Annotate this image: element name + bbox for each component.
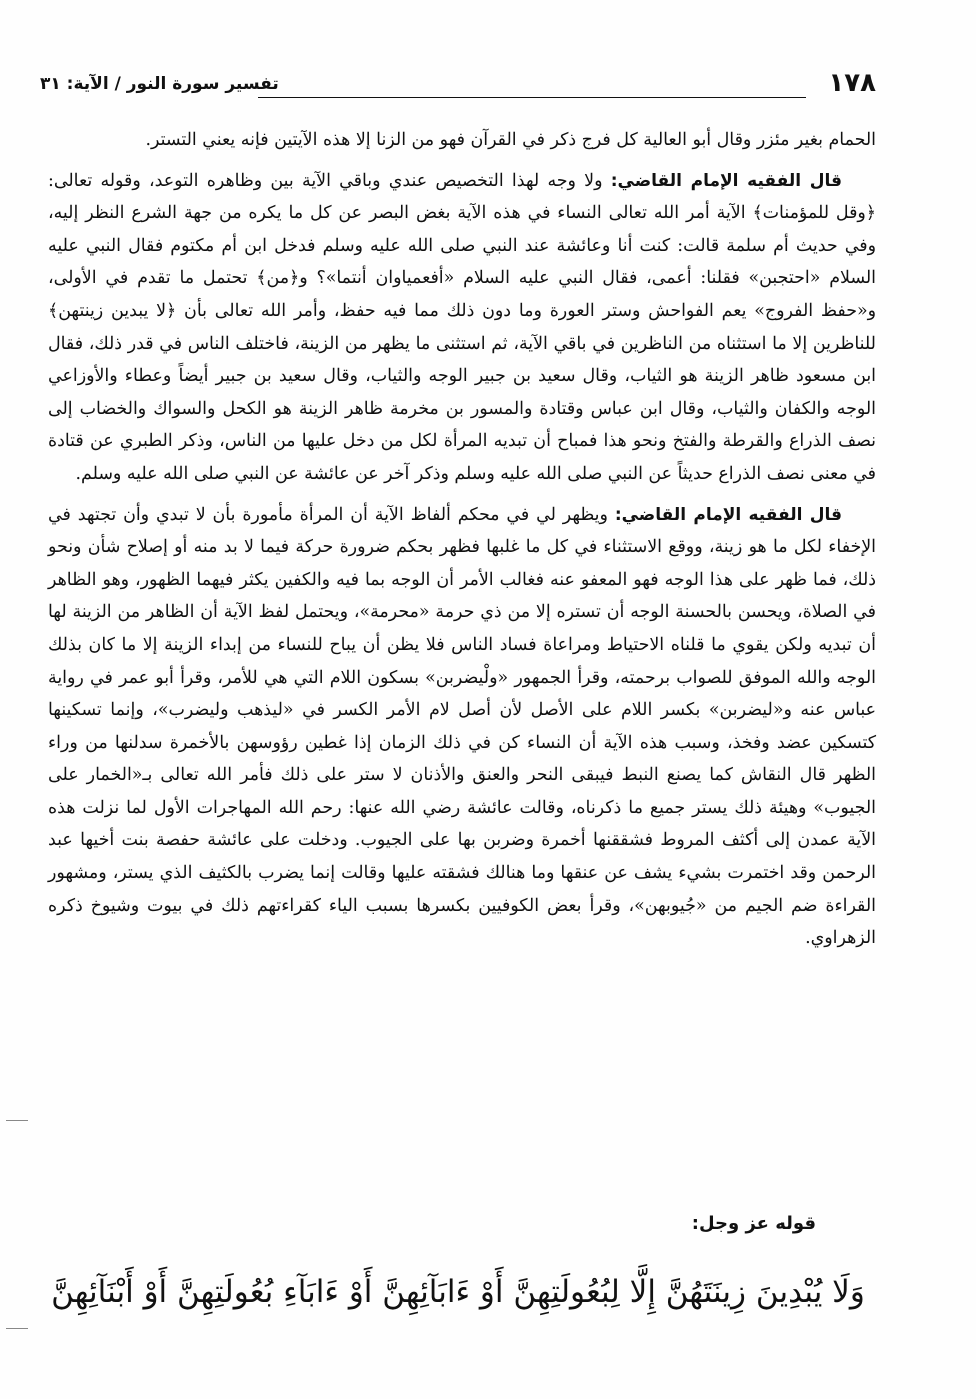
paragraph-text: الحمام بغير مئزر وقال أبو العالية كل فرج ذكر في القرآن فهو من الزنا إلا هذه الآيتين فإنه يعني التستر. [145, 130, 876, 150]
paragraph-3 [48, 499, 876, 955]
commentary-body [48, 124, 876, 963]
paragraph-text: ويظهر لي في محكم ألفاظ الآية أن المرأة مأمورة بأن لا تبدي وأن تجتهد في الإخفاء لكل ما هو زينة، ووقع الاستثناء في كل ما غلبها فظهر بحكم ضرورة حركة فيما لا بد منه أو إصلاح شأن ونحو ذلك، فما ظهر على هذا الوجه فهو المعفو عنه فغالب الأمر أن الوجه بما فيه والكفين يكثر فيهما الظهور، وهو الظاهر في الصلاة، ويحسن بالحسنة الوجه أن تستره إلا من ذي حرمة «محرمة»، ويحتمل لفظ الآية أن الظاهر من الزينة لها أن تبديه ولكن يقوي ما قلناه الاحتياط ومراعاة فساد الناس فلا يظن أن يباح للنساء من إبداء الزينة إلا ما كان بذلك الوجه والله الموفق للصواب برحمته، وقرأ الجمهور «ولْيضربن» بسكون اللام التي هي للأمر، وقرأ أبو عمر في رواية عباس عنه و«ليضربن» بكسر اللام على الأصل لأن أصل لام الأمر الكسر في «ليذهب وليضرب»، وإنما تسكينها كتسكين عضد وفخذ، وسبب هذه الآية أن النساء كن في ذلك الزمان إذا غطين رؤوسهن بالأخمرة سدلنها من وراء الظهر قال النقاش كما يصنع النبط فيبقى النحر والعنق والأذنان لا ستر على ذلك فأمر الله تعالى بـ«الخمار على الجيوب» وهيئة ذلك يستر جميع ما ذكرناه، وقالت عائشة رضي الله عنها: رحم الله المهاجرات الأول لما نزلت هذه الآية عمدن إلى أكثف المروط فشققنها أخمرة وضربن بها على الجيوب. ودخلت على عائشة حفصة بنت أخيها عبد الرحمن وقد اختمرت بشيء يشف عن عنقها وما هنالك فشقته عليها وقالت إنما يضرب بالكثيف الذي يستر، ومشهور القراءة ضم الجيم من «جُيوبهن»، وقرأ بعض الكوفيين بكسرها بسبب الياء كقراءتهم ذلك في بيوت وشيوخ ذكره الزهراوي. [48, 504, 876, 949]
quran-verse: وَلَا يُبْدِينَ زِينَتَهُنَّ إِلَّا لِبُعُولَتِهِنَّ أَوْ ءَابَآئِهِنَّ أَوْ ءَابَآءِ بُعُولَتِهِنَّ أَوْ أَبْنَآئِهِنَّ [51, 1274, 865, 1310]
paragraph-1 [48, 124, 876, 157]
paragraph-lead: قال الفقيه الإمام القاضي: [610, 170, 842, 191]
running-title: تفسير سورة النور / الآية: ٣١ [40, 74, 279, 94]
margin-mark [6, 1120, 28, 1121]
paragraph-2 [48, 165, 876, 491]
page-number: ١٧٨ [828, 68, 876, 98]
paragraph-lead: قال الفقيه الإمام القاضي: [614, 504, 842, 525]
page-header [40, 68, 876, 108]
header-rule [258, 97, 806, 98]
margin-mark [6, 1328, 28, 1329]
verse-intro: قوله عز وجل: [691, 1213, 816, 1234]
paragraph-text: ولا وجه لهذا التخصيص عندي وباقي الآية بين وظاهره التوعد، وقوله تعالى: ﴿وقل للمؤمنات﴾ الآية أمر الله تعالى النساء في هذه الآية بغض البصر عن كل ما يكره من جهة الشرع النظر إليه، وفي حديث أم سلمة قالت: كنت أنا وعائشة عند النبي صلى الله عليه وسلم فدخل ابن أم مكتوم فقال النبي عليه السلام «احتجبن» فقلنا: أعمى، فقال النبي عليه السلام «أفعمياوان أنتما»؟ و﴿من﴾ تحتمل ما تقدم في الأولى، و«حفظ الفروج» يعم الفواحش وستر العورة وما دون ذلك مما فيه حفظ، وأمر الله تعالى بأن ﴿لا يبدين زينتهن﴾ للناظرين إلا ما استثناه من الناظرين في باقي الآية، ثم استثنى ما يظهر من الزينة، فاختلف الناس في قدر ذلك، فقال ابن مسعود ظاهر الزينة هو الثياب، وقال سعيد بن جبير الوجه والثياب، وقال سعيد بن جبير أيضاً وعطاء والأوزاعي الوجه والكفان والثياب، وقال ابن عباس وقتادة والمسور بن مخرمة ظاهر الزينة هو الكحل والسواك والخضاب إلى نصف الذراع والقرطة والفتخ ونحو هذا فمباح أن تبديه المرأة لكل من دخل عليها من الناس، وذكر الطبري عن قتادة في معنى نصف الذراع حديثاً عن النبي صلى الله عليه وسلم وذكر آخر عن عائشة عن النبي صلى الله عليه وسلم. [48, 170, 876, 484]
